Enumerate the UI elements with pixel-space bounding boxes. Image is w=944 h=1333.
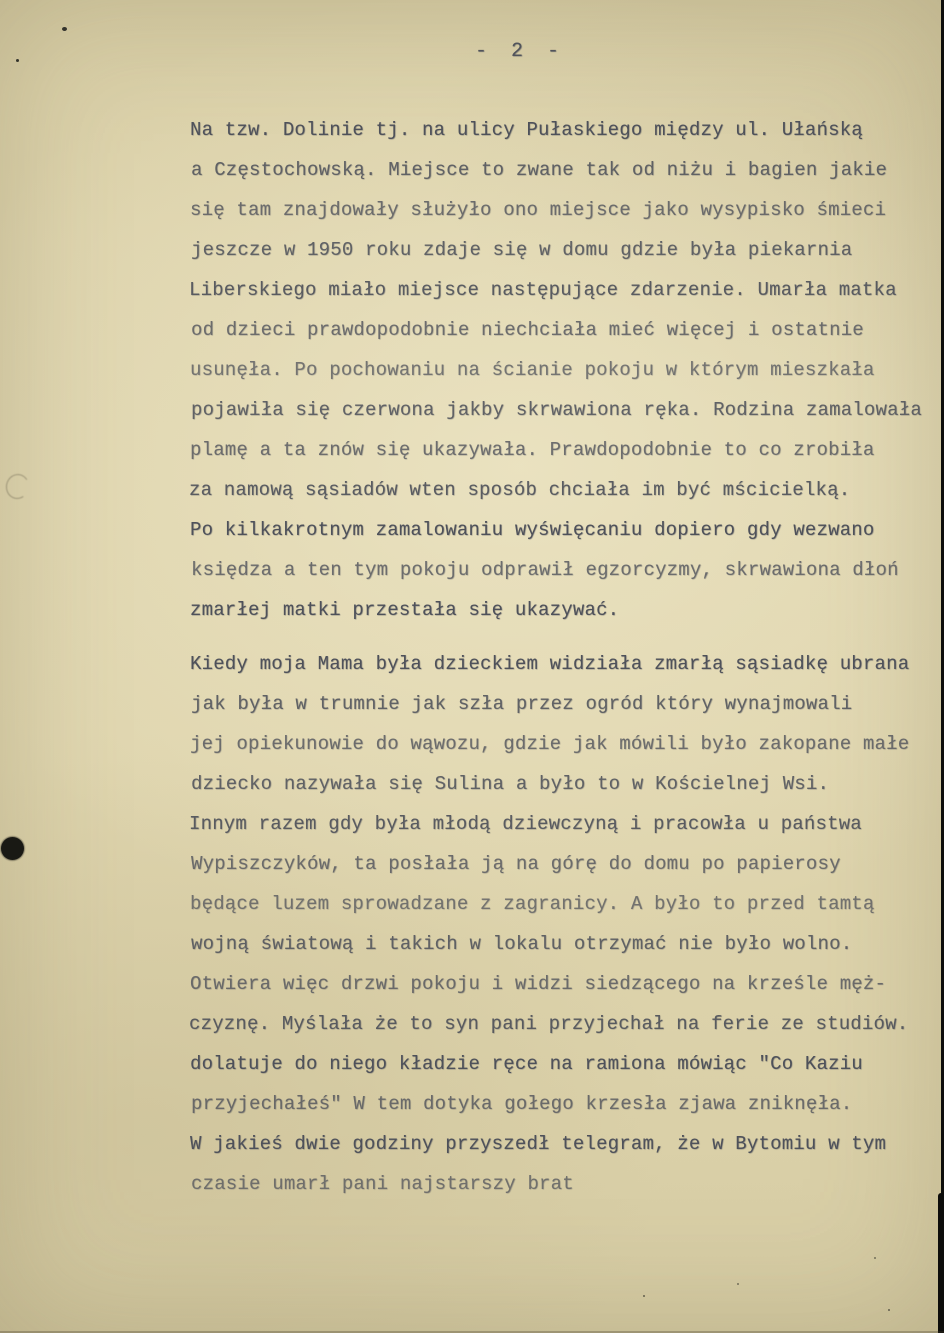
typewritten-line: usunęła. Po pochowaniu na ścianie pokoju w którym mieszkała bbox=[190, 359, 875, 381]
typewritten-line: wojną światową i takich w lokalu otrzymać nie było wolno. bbox=[191, 933, 853, 955]
typewritten-line: zmarłej matki przestała się ukazywać. bbox=[190, 599, 620, 621]
typewritten-line: Innym razem gdy była młodą dziewczyną i pracowła u państwa bbox=[189, 813, 862, 835]
typewritten-line: Otwiera więc drzwi pokoju i widzi siedzącego na krześle męż- bbox=[190, 973, 887, 995]
scan-speck bbox=[16, 59, 19, 62]
scan-speck bbox=[874, 1257, 876, 1259]
typewritten-line: przyjechałeś" W tem dotyka gołego krzesła zjawa zniknęła. bbox=[191, 1093, 853, 1115]
scan-speck bbox=[888, 1309, 890, 1311]
typewritten-line: czasie umarł pani najstarszy brat bbox=[191, 1173, 574, 1195]
typewritten-line: się tam znajdowały służyło ono miejsce jako wysypisko śmieci bbox=[190, 199, 887, 221]
paragraph-1 bbox=[190, 110, 930, 630]
typewritten-line: za namową sąsiadów wten sposób chciała im być mścicielką. bbox=[189, 479, 851, 501]
typewritten-line: jej opiekunowie do wąwozu, gdzie jak mówili było zakopane małe bbox=[190, 733, 910, 755]
typewritten-line: Wypiszczyków, ta posłała ją na górę do domu po papierosy bbox=[191, 853, 841, 875]
typewritten-line: od dzieci prawdopodobnie niechciała mieć więcej i ostatnie bbox=[191, 319, 864, 341]
paragraph-2 bbox=[190, 644, 930, 1204]
typewritten-line: a Częstochowską. Miejsce to zwane tak od niżu i bagien jakie bbox=[191, 159, 888, 181]
typewritten-line: będące luzem sprowadzane z zagranicy. A było to przed tamtą bbox=[190, 893, 875, 915]
typewritten-line: W jakieś dwie godziny przyszedł telegram, że w Bytomiu w tym bbox=[190, 1133, 887, 1155]
typewritten-line: Kiedy moja Mama była dzieckiem widziała zmarłą sąsiadkę ubrana bbox=[190, 653, 910, 675]
scan-speck bbox=[62, 27, 67, 31]
typewritten-line: dziecko nazywała się Sulina a było to w Kościelnej Wsi. bbox=[191, 773, 830, 795]
typewritten-line: Po kilkakrotnym zamalowaniu wyświęcaniu dopiero gdy wezwano bbox=[190, 519, 875, 541]
typewritten-line: jak była w trumnie jak szła przez ogród który wynajmowali bbox=[191, 693, 853, 715]
scan-speck bbox=[737, 1283, 739, 1285]
hole-punch-mark bbox=[1, 837, 24, 860]
scan-speck bbox=[643, 1295, 645, 1297]
typewritten-line: jeszcze w 1950 roku zdaje się w domu gdzie była piekarnia bbox=[191, 239, 853, 261]
typewritten-line: Liberskiego miało miejsce następujące zdarzenie. Umarła matka bbox=[189, 279, 897, 301]
typewritten-line: plamę a ta znów się ukazywała. Prawdopodobnie to co zrobiła bbox=[190, 439, 875, 461]
page-number: - 2 - bbox=[474, 40, 565, 63]
scan-edge bbox=[938, 1193, 944, 1333]
typewritten-line: księdza a ten tym pokoju odprawił egzorcyzmy, skrwawiona dłoń bbox=[191, 559, 899, 581]
typewritten-line: dolatuje do niego kładzie ręce na ramiona mówiąc "Co Kaziu bbox=[190, 1053, 863, 1075]
typewritten-text-block bbox=[190, 110, 930, 1204]
typewritten-line: Na tzw. Dolinie tj. na ulicy Pułaskiego między ul. Ułańską bbox=[190, 119, 863, 141]
typewritten-line: czyznę. Myślała że to syn pani przyjechał na ferie ze studiów. bbox=[189, 1013, 909, 1035]
typewritten-line: pojawiła się czerwona jakby skrwawiona ręka. Rodzina zamalowała bbox=[191, 399, 922, 421]
ring-mark bbox=[4, 472, 32, 501]
